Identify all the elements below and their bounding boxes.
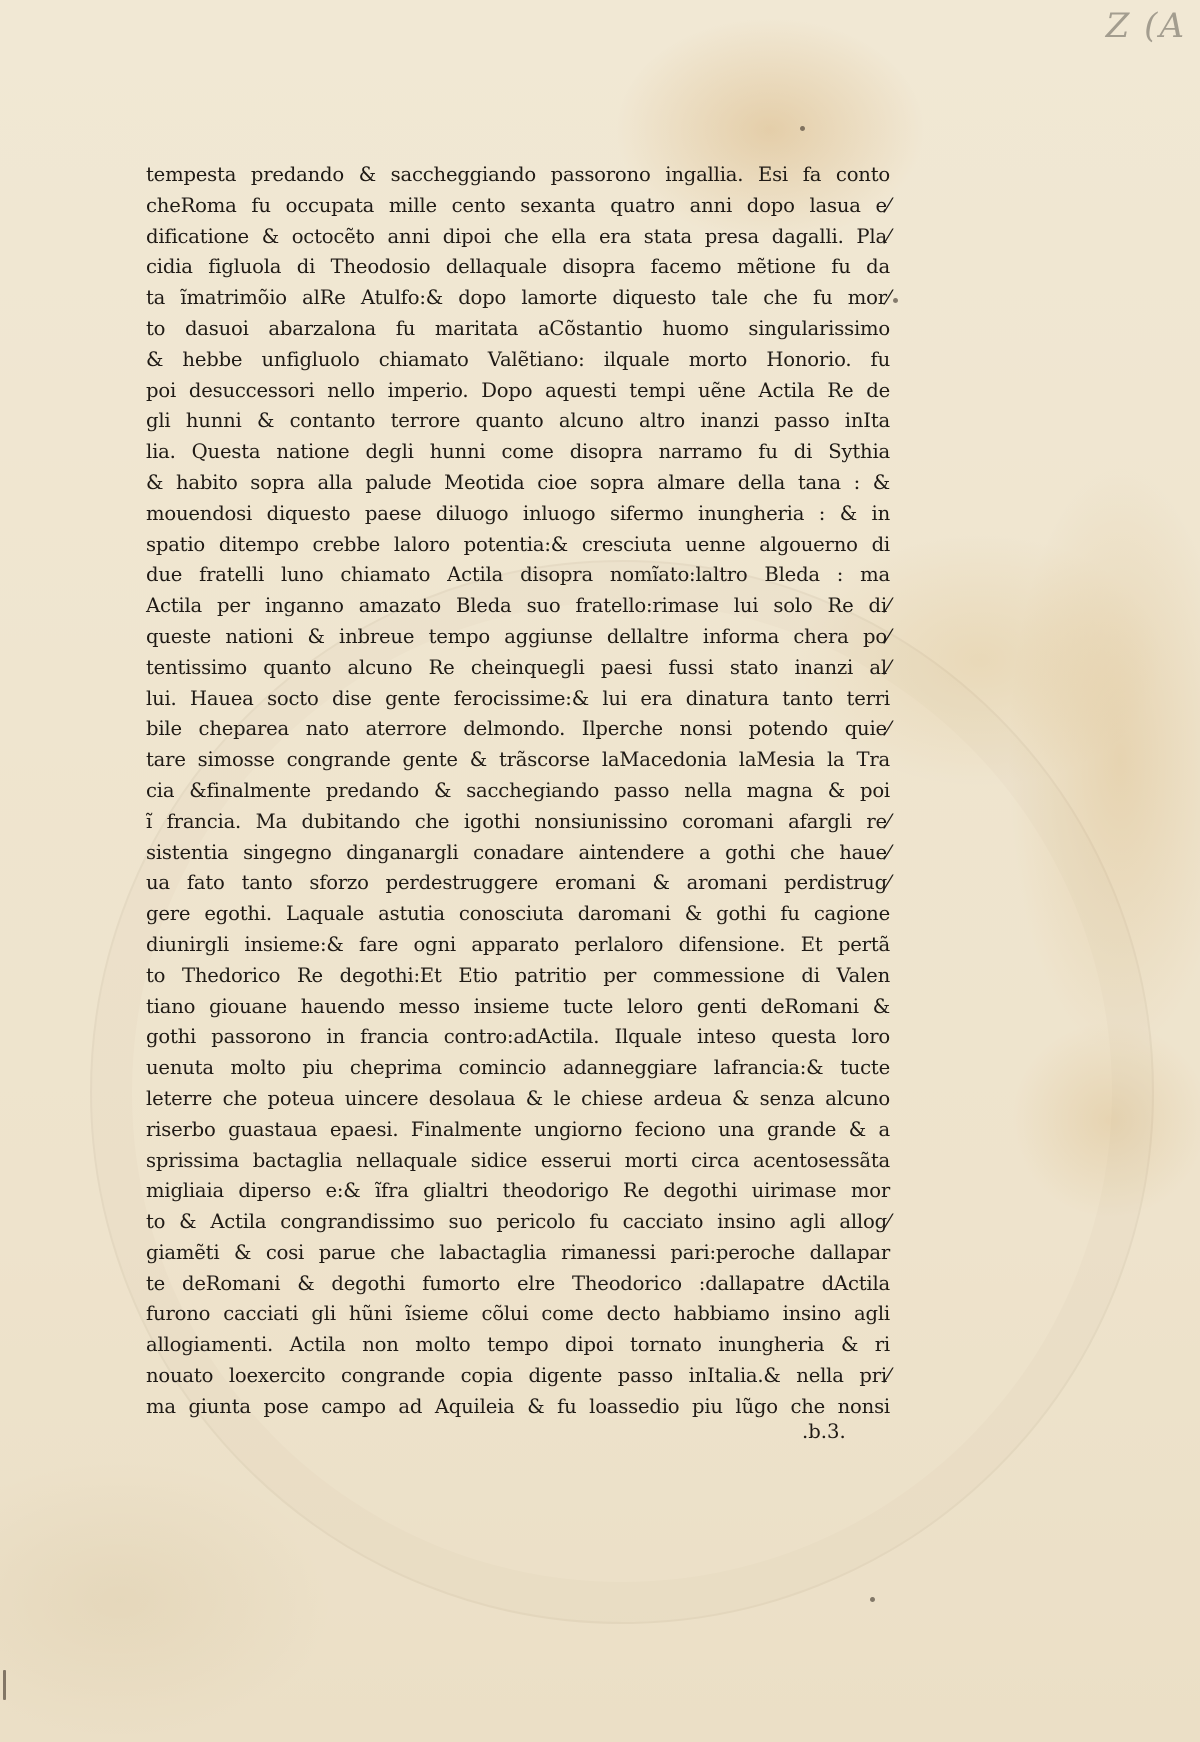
- text-line: to Thedorico Re degothi:Et Etio patritio per commessione di Valen: [146, 963, 890, 987]
- text-line: & hebbe unfigluolo chiamato Valẽtiano: ilquale morto Honorio. fu: [146, 347, 890, 371]
- text-line: leterre che poteua uincere desolaua & le chiese ardeua & senza alcuno: [146, 1086, 890, 1110]
- text-line: Actila per inganno amazato Bleda suo fratello:rimase lui solo Re di⁄: [146, 594, 890, 618]
- text-line: lui. Hauea socto dise gente ferocissime:& lui era dinatura tanto terri: [146, 686, 890, 710]
- text-line: tentissimo quanto alcuno Re cheinquegli paesi fussi stato inanzi al⁄: [146, 655, 890, 679]
- text-line: mouendosi diquesto paese diluogo inluogo sifermo inungheria : & in: [146, 501, 890, 525]
- text-line: gli hunni & contanto terrore quanto alcuno altro inanzi passo inIta: [146, 409, 890, 433]
- text-line: nouato loexercito congrande copia digente passo inItalia.& nella pri⁄: [146, 1364, 890, 1388]
- text-line: to dasuoi abarzalona fu maritata aCõstantio huomo singularissimo: [146, 316, 890, 340]
- text-line: allogiamenti. Actila non molto tempo dipoi tornato inungheria & ri: [146, 1333, 890, 1357]
- text-line: due fratelli luno chiamato Actila disopra nomĩato:laltro Bleda : ma: [146, 563, 890, 587]
- edge-mark: [3, 1670, 6, 1700]
- text-line: cheRoma fu occupata mille cento sexanta quatro anni dopo lasua e⁄: [146, 193, 890, 217]
- text-line: furono cacciati gli hũni ĩsieme cõlui come decto habbiamo insino agli: [146, 1302, 890, 1326]
- text-line: giamẽti & cosi parue che labactaglia rimanessi pari:peroche dallapar: [146, 1240, 890, 1264]
- text-line: riserbo guastaua epaesi. Finalmente ungiorno feciono una grande & a: [146, 1117, 890, 1141]
- text-line: diunirgli insieme:& fare ogni apparato perlaloro difensione. Et pertã: [146, 932, 890, 956]
- text-line: tiano giouane hauendo messo insieme tucte leloro genti deRomani &: [146, 994, 890, 1018]
- signature-mark: .b.3.: [802, 1420, 846, 1443]
- text-line: gere egothi. Laquale astutia conosciuta daromani & gothi fu cagione: [146, 902, 890, 926]
- text-line: ĩ francia. Ma dubitando che igothi nonsiunissino coromani afargli re⁄: [146, 809, 890, 833]
- text-line: ua fato tanto sforzo perdestruggere eromani & aromani perdistrug⁄: [146, 871, 890, 895]
- text-line: sprissima bactaglia nellaquale sidice esserui morti circa acentosessãta: [146, 1148, 890, 1172]
- text-line: bile chepareа nato aterrore delmondo. Ilperche nonsi potendo quie⁄: [146, 717, 890, 741]
- text-line: migliaia diperso e:& ĩfra glialtri theodorigo Re degothi uirimase mor: [146, 1179, 890, 1203]
- text-line: ma giunta pose campo ad Aquileia & fu loassedio piu lũgo che nonsi: [146, 1394, 890, 1418]
- text-line: ta ĩmatrimõio alRe Atulfo:& dopo lamorte diquesto tale che fu mor⁄: [146, 286, 890, 310]
- text-line: spatio ditempo crebbe laloro potentia:& cresciuta uenne algouerno di: [146, 532, 890, 556]
- ink-speck: [800, 126, 805, 131]
- text-line: & habito sopra alla palude Meotida cioe sopra almare della tana : &: [146, 470, 890, 494]
- text-line: poi desuccessori nello imperio. Dopo aquesti tempi uẽne Actila Re de: [146, 378, 890, 402]
- text-line: uenuta molto piu cheprima comincio adanneggiare lafrancia:& tucte: [146, 1056, 890, 1080]
- ink-speck: [893, 298, 898, 303]
- text-line: cidia figluola di Theodosio dellaquale disopra facemo mẽtione fu da: [146, 255, 890, 279]
- text-line: te deRomani & degothi fumorto elre Theodorico :dallapatre dActila: [146, 1271, 890, 1295]
- text-line: to & Actila congrandissimo suo pericolo fu cacciato insino agli allog⁄: [146, 1210, 890, 1234]
- body-text: [146, 160, 890, 1423]
- text-line: lia. Questa natione degli hunni come disopra narramo fu di Sythia: [146, 440, 890, 464]
- text-line: cia &finalmente predando & sacchegiando passo nella magna & poi: [146, 778, 890, 802]
- corner-annotation: Z (A: [1105, 6, 1186, 46]
- ink-speck: [870, 1597, 875, 1602]
- text-line: gothi passorono in francia contro:adActila. Ilquale inteso questa loro: [146, 1025, 890, 1049]
- text-line: tempesta predando & saccheggiando passorono ingallia. Esi fa conto: [146, 163, 890, 186]
- text-line: sistentia singegno dinganargli conadare aintendere a gothi che haue⁄: [146, 840, 890, 864]
- text-line: dificatione & octocẽto anni dipoi che ella era stata presa dagalli. Pla⁄: [146, 224, 890, 248]
- text-line: tare simosse congrande gente & trãscorse laMacedonia laMesia la Tra: [146, 748, 890, 772]
- text-line: queste nationi & inbreue tempo aggiunse dellaltre informa chera po⁄: [146, 624, 890, 648]
